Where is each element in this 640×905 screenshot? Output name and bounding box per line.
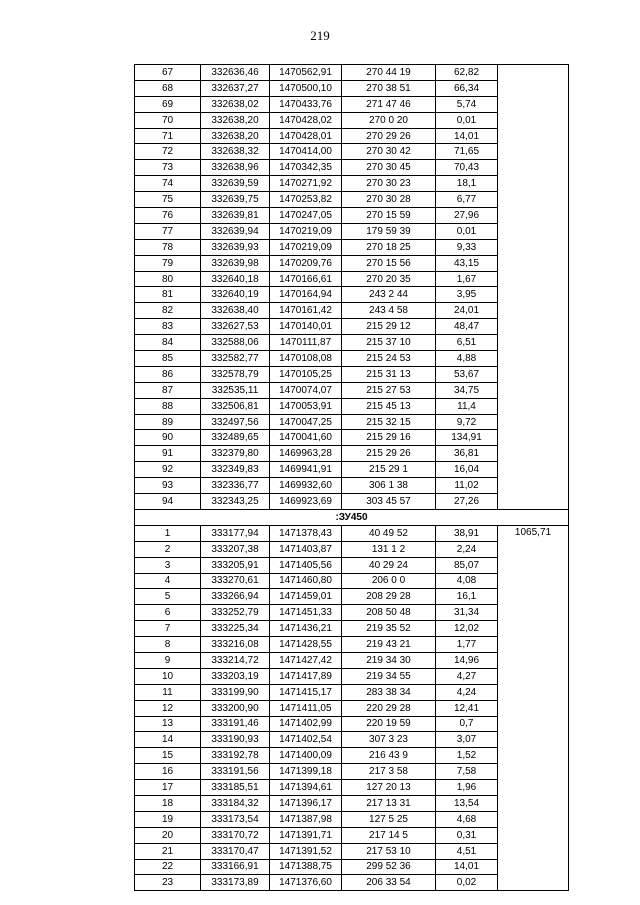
direction-angle: 217 14 5 — [342, 827, 436, 843]
x-coordinate: 332639,94 — [201, 223, 270, 239]
y-coordinate: 1470053,91 — [270, 398, 342, 414]
point-number: 68 — [135, 80, 201, 96]
direction-angle: 215 29 26 — [342, 446, 436, 462]
x-coordinate: 332535,11 — [201, 382, 270, 398]
y-coordinate: 1470428,01 — [270, 128, 342, 144]
distance: 85,07 — [436, 557, 498, 573]
y-coordinate: 1471459,01 — [270, 589, 342, 605]
direction-angle: 243 4 58 — [342, 303, 436, 319]
x-coordinate: 333270,61 — [201, 573, 270, 589]
y-coordinate: 1470433,76 — [270, 96, 342, 112]
x-coordinate: 333191,46 — [201, 716, 270, 732]
x-coordinate: 332638,20 — [201, 112, 270, 128]
point-number: 6 — [135, 605, 201, 621]
point-number: 2 — [135, 541, 201, 557]
distance: 34,75 — [436, 382, 498, 398]
distance: 43,15 — [436, 255, 498, 271]
distance: 2,24 — [436, 541, 498, 557]
x-coordinate: 333166,91 — [201, 859, 270, 875]
x-coordinate: 332639,59 — [201, 176, 270, 192]
x-coordinate: 333216,08 — [201, 637, 270, 653]
y-coordinate: 1470219,09 — [270, 239, 342, 255]
point-number: 73 — [135, 160, 201, 176]
direction-angle: 217 3 58 — [342, 764, 436, 780]
point-number: 69 — [135, 96, 201, 112]
y-coordinate: 1470047,25 — [270, 414, 342, 430]
area-cell — [498, 65, 569, 510]
point-number: 15 — [135, 748, 201, 764]
y-coordinate: 1471376,60 — [270, 875, 342, 891]
direction-angle: 219 34 30 — [342, 652, 436, 668]
direction-angle: 270 15 56 — [342, 255, 436, 271]
distance: 0,02 — [436, 875, 498, 891]
direction-angle: 217 13 31 — [342, 795, 436, 811]
distance: 11,02 — [436, 478, 498, 494]
x-coordinate: 332638,96 — [201, 160, 270, 176]
x-coordinate: 333185,51 — [201, 780, 270, 796]
distance: 31,34 — [436, 605, 498, 621]
point-number: 78 — [135, 239, 201, 255]
point-number: 83 — [135, 319, 201, 335]
y-coordinate: 1469963,28 — [270, 446, 342, 462]
distance: 3,07 — [436, 732, 498, 748]
x-coordinate: 332349,83 — [201, 462, 270, 478]
y-coordinate: 1471428,55 — [270, 637, 342, 653]
direction-angle: 243 2 44 — [342, 287, 436, 303]
point-number: 67 — [135, 65, 201, 81]
x-coordinate: 332639,93 — [201, 239, 270, 255]
section2-body — [135, 525, 569, 890]
direction-angle: 131 1 2 — [342, 541, 436, 557]
distance: 9,72 — [436, 414, 498, 430]
y-coordinate: 1471402,99 — [270, 716, 342, 732]
x-coordinate: 333191,56 — [201, 764, 270, 780]
distance: 1,77 — [436, 637, 498, 653]
x-coordinate: 332379,80 — [201, 446, 270, 462]
distance: 4,51 — [436, 843, 498, 859]
direction-angle: 206 0 0 — [342, 573, 436, 589]
y-coordinate: 1470140,01 — [270, 319, 342, 335]
distance: 1,96 — [436, 780, 498, 796]
distance: 0,31 — [436, 827, 498, 843]
y-coordinate: 1470164,94 — [270, 287, 342, 303]
distance: 0,01 — [436, 112, 498, 128]
direction-angle: 306 1 38 — [342, 478, 436, 494]
point-number: 75 — [135, 192, 201, 208]
y-coordinate: 1471399,18 — [270, 764, 342, 780]
x-coordinate: 332506,81 — [201, 398, 270, 414]
point-number: 8 — [135, 637, 201, 653]
distance: 27,26 — [436, 494, 498, 510]
point-number: 11 — [135, 684, 201, 700]
direction-angle: 283 38 34 — [342, 684, 436, 700]
distance: 66,34 — [436, 80, 498, 96]
point-number: 71 — [135, 128, 201, 144]
x-coordinate: 333207,38 — [201, 541, 270, 557]
table-row — [135, 65, 569, 81]
point-number: 87 — [135, 382, 201, 398]
coordinates-table — [134, 64, 569, 891]
x-coordinate: 332640,19 — [201, 287, 270, 303]
distance: 71,65 — [436, 144, 498, 160]
point-number: 16 — [135, 764, 201, 780]
distance: 48,47 — [436, 319, 498, 335]
x-coordinate: 333199,90 — [201, 684, 270, 700]
direction-angle: 217 53 10 — [342, 843, 436, 859]
distance: 16,04 — [436, 462, 498, 478]
distance: 13,54 — [436, 795, 498, 811]
x-coordinate: 332638,20 — [201, 128, 270, 144]
x-coordinate: 333266,94 — [201, 589, 270, 605]
point-number: 70 — [135, 112, 201, 128]
x-coordinate: 332588,06 — [201, 335, 270, 351]
direction-angle: 270 38 51 — [342, 80, 436, 96]
direction-angle: 219 35 52 — [342, 621, 436, 637]
point-number: 88 — [135, 398, 201, 414]
direction-angle: 127 5 25 — [342, 811, 436, 827]
distance: 14,01 — [436, 859, 498, 875]
direction-angle: 270 18 25 — [342, 239, 436, 255]
direction-angle: 208 29 28 — [342, 589, 436, 605]
x-coordinate: 332638,40 — [201, 303, 270, 319]
point-number: 5 — [135, 589, 201, 605]
y-coordinate: 1469941,91 — [270, 462, 342, 478]
x-coordinate: 333252,79 — [201, 605, 270, 621]
distance: 7,58 — [436, 764, 498, 780]
direction-angle: 220 19 59 — [342, 716, 436, 732]
x-coordinate: 333203,19 — [201, 668, 270, 684]
point-number: 9 — [135, 652, 201, 668]
distance: 14,96 — [436, 652, 498, 668]
point-number: 79 — [135, 255, 201, 271]
distance: 0,7 — [436, 716, 498, 732]
distance: 12,02 — [436, 621, 498, 637]
point-number: 18 — [135, 795, 201, 811]
y-coordinate: 1469932,60 — [270, 478, 342, 494]
distance: 70,43 — [436, 160, 498, 176]
y-coordinate: 1470219,09 — [270, 223, 342, 239]
distance: 24,01 — [436, 303, 498, 319]
point-number: 13 — [135, 716, 201, 732]
y-coordinate: 1471402,54 — [270, 732, 342, 748]
y-coordinate: 1471378,43 — [270, 525, 342, 541]
direction-angle: 208 50 48 — [342, 605, 436, 621]
y-coordinate: 1470414,00 — [270, 144, 342, 160]
point-number: 1 — [135, 525, 201, 541]
y-coordinate: 1471460,80 — [270, 573, 342, 589]
point-number: 92 — [135, 462, 201, 478]
y-coordinate: 1470111,87 — [270, 335, 342, 351]
x-coordinate: 332336,77 — [201, 478, 270, 494]
distance: 12,41 — [436, 700, 498, 716]
section-title: :ЗУ450 — [135, 509, 569, 525]
direction-angle: 271 47 46 — [342, 96, 436, 112]
y-coordinate: 1471400,09 — [270, 748, 342, 764]
point-number: 90 — [135, 430, 201, 446]
point-number: 23 — [135, 875, 201, 891]
point-number: 84 — [135, 335, 201, 351]
point-number: 12 — [135, 700, 201, 716]
x-coordinate: 333173,54 — [201, 811, 270, 827]
point-number: 77 — [135, 223, 201, 239]
x-coordinate: 333184,32 — [201, 795, 270, 811]
point-number: 76 — [135, 208, 201, 224]
y-coordinate: 1471396,17 — [270, 795, 342, 811]
distance: 5,74 — [436, 96, 498, 112]
direction-angle: 219 34 55 — [342, 668, 436, 684]
x-coordinate: 332578,79 — [201, 366, 270, 382]
y-coordinate: 1470161,42 — [270, 303, 342, 319]
point-number: 81 — [135, 287, 201, 303]
point-number: 10 — [135, 668, 201, 684]
direction-angle: 215 29 12 — [342, 319, 436, 335]
y-coordinate: 1471394,61 — [270, 780, 342, 796]
direction-angle: 215 24 53 — [342, 351, 436, 367]
y-coordinate: 1471387,98 — [270, 811, 342, 827]
y-coordinate: 1470428,02 — [270, 112, 342, 128]
section-title-row — [135, 509, 569, 525]
page-number: 219 — [310, 28, 330, 43]
point-number: 82 — [135, 303, 201, 319]
point-number: 21 — [135, 843, 201, 859]
direction-angle: 215 29 1 — [342, 462, 436, 478]
distance: 0,01 — [436, 223, 498, 239]
x-coordinate: 332639,98 — [201, 255, 270, 271]
direction-angle: 270 30 23 — [342, 176, 436, 192]
y-coordinate: 1471405,56 — [270, 557, 342, 573]
section2-header — [135, 509, 569, 525]
x-coordinate: 333170,47 — [201, 843, 270, 859]
direction-angle: 270 20 35 — [342, 271, 436, 287]
distance: 11,4 — [436, 398, 498, 414]
point-number: 20 — [135, 827, 201, 843]
y-coordinate: 1471391,52 — [270, 843, 342, 859]
table-row — [135, 525, 569, 541]
direction-angle: 270 44 19 — [342, 65, 436, 81]
distance: 38,91 — [436, 525, 498, 541]
y-coordinate: 1471391,71 — [270, 827, 342, 843]
distance: 14,01 — [436, 128, 498, 144]
distance: 36,81 — [436, 446, 498, 462]
y-coordinate: 1471403,87 — [270, 541, 342, 557]
x-coordinate: 333173,89 — [201, 875, 270, 891]
point-number: 86 — [135, 366, 201, 382]
x-coordinate: 333177,94 — [201, 525, 270, 541]
direction-angle: 303 45 57 — [342, 494, 436, 510]
y-coordinate: 1470500,10 — [270, 80, 342, 96]
direction-angle: 307 3 23 — [342, 732, 436, 748]
y-coordinate: 1470247,05 — [270, 208, 342, 224]
section1-body — [135, 65, 569, 510]
direction-angle: 215 31 13 — [342, 366, 436, 382]
direction-angle: 270 30 42 — [342, 144, 436, 160]
x-coordinate: 332639,81 — [201, 208, 270, 224]
direction-angle: 215 27 53 — [342, 382, 436, 398]
x-coordinate: 332638,02 — [201, 96, 270, 112]
point-number: 3 — [135, 557, 201, 573]
y-coordinate: 1470209,76 — [270, 255, 342, 271]
point-number: 89 — [135, 414, 201, 430]
direction-angle: 127 20 13 — [342, 780, 436, 796]
x-coordinate: 332582,77 — [201, 351, 270, 367]
direction-angle: 270 30 28 — [342, 192, 436, 208]
y-coordinate: 1471415,17 — [270, 684, 342, 700]
point-number: 94 — [135, 494, 201, 510]
direction-angle: 215 45 13 — [342, 398, 436, 414]
point-number: 74 — [135, 176, 201, 192]
x-coordinate: 332638,32 — [201, 144, 270, 160]
distance: 4,88 — [436, 351, 498, 367]
point-number: 91 — [135, 446, 201, 462]
point-number: 93 — [135, 478, 201, 494]
point-number: 85 — [135, 351, 201, 367]
y-coordinate: 1471417,89 — [270, 668, 342, 684]
x-coordinate: 333170,72 — [201, 827, 270, 843]
y-coordinate: 1470253,82 — [270, 192, 342, 208]
y-coordinate: 1470105,25 — [270, 366, 342, 382]
x-coordinate: 332489,65 — [201, 430, 270, 446]
point-number: 4 — [135, 573, 201, 589]
x-coordinate: 332640,18 — [201, 271, 270, 287]
x-coordinate: 332497,56 — [201, 414, 270, 430]
distance: 4,27 — [436, 668, 498, 684]
distance: 4,68 — [436, 811, 498, 827]
distance: 6,77 — [436, 192, 498, 208]
distance: 4,08 — [436, 573, 498, 589]
distance: 4,24 — [436, 684, 498, 700]
x-coordinate: 333200,90 — [201, 700, 270, 716]
y-coordinate: 1471388,75 — [270, 859, 342, 875]
direction-angle: 179 59 39 — [342, 223, 436, 239]
distance: 16,1 — [436, 589, 498, 605]
distance: 18,1 — [436, 176, 498, 192]
direction-angle: 215 32 15 — [342, 414, 436, 430]
x-coordinate: 332636,46 — [201, 65, 270, 81]
point-number: 14 — [135, 732, 201, 748]
direction-angle: 220 29 28 — [342, 700, 436, 716]
distance: 1,67 — [436, 271, 498, 287]
x-coordinate: 332343,25 — [201, 494, 270, 510]
y-coordinate: 1470342,35 — [270, 160, 342, 176]
y-coordinate: 1471451,33 — [270, 605, 342, 621]
point-number: 72 — [135, 144, 201, 160]
y-coordinate: 1471427,42 — [270, 652, 342, 668]
distance: 1,52 — [436, 748, 498, 764]
point-number: 7 — [135, 621, 201, 637]
y-coordinate: 1470562,91 — [270, 65, 342, 81]
x-coordinate: 333192,78 — [201, 748, 270, 764]
direction-angle: 270 30 45 — [342, 160, 436, 176]
direction-angle: 215 37 10 — [342, 335, 436, 351]
x-coordinate: 332637,27 — [201, 80, 270, 96]
y-coordinate: 1470166,61 — [270, 271, 342, 287]
point-number: 80 — [135, 271, 201, 287]
direction-angle: 40 29 24 — [342, 557, 436, 573]
point-number: 22 — [135, 859, 201, 875]
x-coordinate: 333225,34 — [201, 621, 270, 637]
point-number: 17 — [135, 780, 201, 796]
y-coordinate: 1471436,21 — [270, 621, 342, 637]
x-coordinate: 332639,75 — [201, 192, 270, 208]
distance: 3,95 — [436, 287, 498, 303]
area-cell: 1065,71 — [498, 525, 569, 890]
direction-angle: 206 33 54 — [342, 875, 436, 891]
y-coordinate: 1470108,08 — [270, 351, 342, 367]
point-number: 19 — [135, 811, 201, 827]
x-coordinate: 333205,91 — [201, 557, 270, 573]
distance: 9,33 — [436, 239, 498, 255]
distance: 134,91 — [436, 430, 498, 446]
y-coordinate: 1470271,92 — [270, 176, 342, 192]
direction-angle: 40 49 52 — [342, 525, 436, 541]
y-coordinate: 1470074,07 — [270, 382, 342, 398]
direction-angle: 270 0 20 — [342, 112, 436, 128]
y-coordinate: 1469923,69 — [270, 494, 342, 510]
direction-angle: 299 52 36 — [342, 859, 436, 875]
direction-angle: 270 29 26 — [342, 128, 436, 144]
x-coordinate: 333214,72 — [201, 652, 270, 668]
direction-angle: 216 43 9 — [342, 748, 436, 764]
direction-angle: 215 29 16 — [342, 430, 436, 446]
x-coordinate: 332627,53 — [201, 319, 270, 335]
distance: 53,67 — [436, 366, 498, 382]
distance: 6,51 — [436, 335, 498, 351]
distance: 62,82 — [436, 65, 498, 81]
y-coordinate: 1471411,05 — [270, 700, 342, 716]
x-coordinate: 333190,93 — [201, 732, 270, 748]
direction-angle: 270 15 59 — [342, 208, 436, 224]
direction-angle: 219 43 21 — [342, 637, 436, 653]
y-coordinate: 1470041,60 — [270, 430, 342, 446]
distance: 27,96 — [436, 208, 498, 224]
